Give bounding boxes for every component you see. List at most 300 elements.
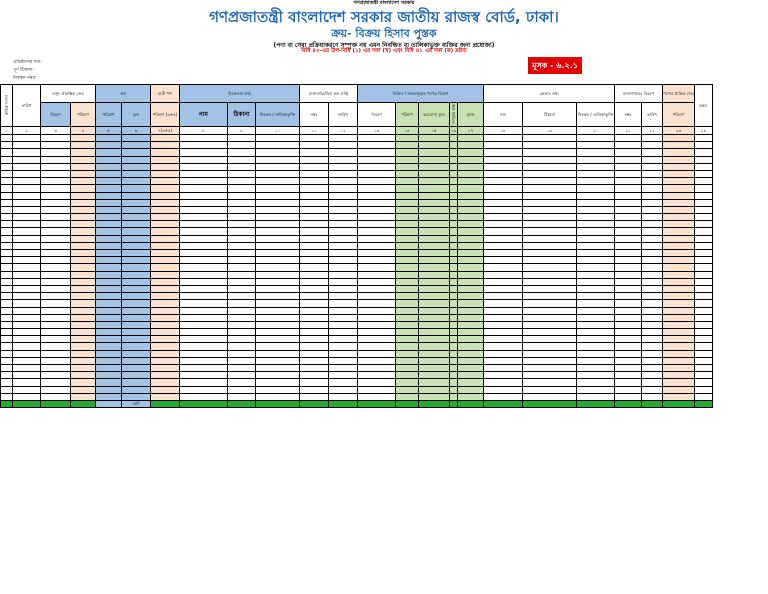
- ledger-cell[interactable]: [180, 221, 228, 228]
- ledger-cell[interactable]: [523, 221, 577, 228]
- ledger-cell[interactable]: [71, 271, 96, 278]
- ledger-cell[interactable]: [523, 242, 577, 249]
- ledger-cell[interactable]: [256, 228, 300, 235]
- ledger-cell[interactable]: [695, 379, 713, 386]
- ledger-cell[interactable]: [96, 163, 122, 170]
- ledger-cell[interactable]: [615, 170, 642, 177]
- ledger-cell[interactable]: [180, 393, 228, 400]
- ledger-cell[interactable]: [458, 314, 484, 321]
- ledger-cell[interactable]: [96, 235, 122, 242]
- ledger-cell[interactable]: [695, 278, 713, 285]
- ledger-cell[interactable]: [663, 257, 695, 264]
- ledger-cell[interactable]: [450, 321, 458, 328]
- ledger-cell[interactable]: [329, 257, 358, 264]
- ledger-cell[interactable]: [71, 329, 96, 336]
- ledger-cell[interactable]: [484, 393, 523, 400]
- ledger-cell[interactable]: [642, 228, 663, 235]
- ledger-cell[interactable]: [300, 271, 329, 278]
- ledger-cell[interactable]: [180, 235, 228, 242]
- ledger-cell[interactable]: [300, 386, 329, 393]
- ledger-cell[interactable]: [71, 199, 96, 206]
- ledger-cell[interactable]: [1, 257, 13, 264]
- ledger-cell[interactable]: [300, 185, 329, 192]
- ledger-cell[interactable]: [523, 170, 577, 177]
- ledger-cell[interactable]: [256, 214, 300, 221]
- ledger-cell[interactable]: [484, 285, 523, 292]
- ledger-cell[interactable]: [228, 214, 256, 221]
- ledger-cell[interactable]: [151, 336, 180, 343]
- ledger-cell[interactable]: [615, 372, 642, 379]
- ledger-cell[interactable]: [419, 271, 450, 278]
- ledger-cell[interactable]: [1, 206, 13, 213]
- ledger-cell[interactable]: [695, 178, 713, 185]
- ledger-cell[interactable]: [13, 293, 41, 300]
- ledger-cell[interactable]: [358, 329, 396, 336]
- ledger-cell[interactable]: [615, 228, 642, 235]
- ledger-cell[interactable]: [523, 350, 577, 357]
- ledger-cell[interactable]: [458, 343, 484, 350]
- ledger-cell[interactable]: [358, 386, 396, 393]
- ledger-cell[interactable]: [358, 357, 396, 364]
- ledger-cell[interactable]: [300, 372, 329, 379]
- ledger-cell[interactable]: [13, 199, 41, 206]
- ledger-cell[interactable]: [577, 379, 615, 386]
- ledger-cell[interactable]: [642, 257, 663, 264]
- ledger-cell[interactable]: [256, 135, 300, 142]
- ledger-cell[interactable]: [450, 206, 458, 213]
- ledger-cell[interactable]: [484, 163, 523, 170]
- ledger-cell[interactable]: [1, 185, 13, 192]
- ledger-cell[interactable]: [419, 235, 450, 242]
- ledger-cell[interactable]: [358, 185, 396, 192]
- ledger-cell[interactable]: [523, 329, 577, 336]
- ledger-cell[interactable]: [484, 365, 523, 372]
- ledger-cell[interactable]: [41, 329, 71, 336]
- ledger-cell[interactable]: [41, 142, 71, 149]
- ledger-cell[interactable]: [13, 149, 41, 156]
- ledger-cell[interactable]: [300, 357, 329, 364]
- ledger-cell[interactable]: [256, 393, 300, 400]
- ledger-cell[interactable]: [1, 293, 13, 300]
- ledger-cell[interactable]: [300, 206, 329, 213]
- ledger-cell[interactable]: [96, 257, 122, 264]
- ledger-cell[interactable]: [484, 343, 523, 350]
- ledger-cell[interactable]: [577, 365, 615, 372]
- ledger-cell[interactable]: [484, 142, 523, 149]
- ledger-cell[interactable]: [615, 221, 642, 228]
- ledger-cell[interactable]: [615, 163, 642, 170]
- ledger-cell[interactable]: [695, 135, 713, 142]
- ledger-cell[interactable]: [228, 242, 256, 249]
- ledger-cell[interactable]: [484, 228, 523, 235]
- ledger-cell[interactable]: [663, 271, 695, 278]
- ledger-cell[interactable]: [458, 357, 484, 364]
- ledger-cell[interactable]: [458, 142, 484, 149]
- ledger-cell[interactable]: [256, 343, 300, 350]
- ledger-cell[interactable]: [256, 257, 300, 264]
- ledger-cell[interactable]: [13, 142, 41, 149]
- ledger-cell[interactable]: [642, 285, 663, 292]
- ledger-cell[interactable]: [329, 379, 358, 386]
- ledger-cell[interactable]: [663, 314, 695, 321]
- ledger-cell[interactable]: [615, 307, 642, 314]
- ledger-cell[interactable]: [71, 379, 96, 386]
- ledger-cell[interactable]: [41, 350, 71, 357]
- ledger-cell[interactable]: [419, 199, 450, 206]
- ledger-cell[interactable]: [41, 264, 71, 271]
- ledger-cell[interactable]: [484, 357, 523, 364]
- ledger-cell[interactable]: [96, 192, 122, 199]
- ledger-cell[interactable]: [41, 386, 71, 393]
- ledger-cell[interactable]: [13, 170, 41, 177]
- ledger-cell[interactable]: [458, 278, 484, 285]
- ledger-cell[interactable]: [419, 221, 450, 228]
- ledger-cell[interactable]: [1, 285, 13, 292]
- ledger-cell[interactable]: [523, 199, 577, 206]
- ledger-cell[interactable]: [358, 228, 396, 235]
- ledger-cell[interactable]: [695, 192, 713, 199]
- ledger-cell[interactable]: [228, 235, 256, 242]
- ledger-cell[interactable]: [458, 271, 484, 278]
- ledger-cell[interactable]: [180, 192, 228, 199]
- ledger-cell[interactable]: [419, 214, 450, 221]
- ledger-cell[interactable]: [256, 386, 300, 393]
- ledger-cell[interactable]: [256, 372, 300, 379]
- ledger-cell[interactable]: [358, 285, 396, 292]
- ledger-cell[interactable]: [300, 142, 329, 149]
- ledger-cell[interactable]: [695, 393, 713, 400]
- ledger-cell[interactable]: [523, 185, 577, 192]
- ledger-cell[interactable]: [695, 214, 713, 221]
- ledger-cell[interactable]: [663, 135, 695, 142]
- ledger-cell[interactable]: [642, 365, 663, 372]
- ledger-cell[interactable]: [180, 214, 228, 221]
- ledger-cell[interactable]: [484, 321, 523, 328]
- ledger-cell[interactable]: [71, 163, 96, 170]
- ledger-cell[interactable]: [71, 242, 96, 249]
- ledger-cell[interactable]: [358, 142, 396, 149]
- ledger-cell[interactable]: [180, 343, 228, 350]
- ledger-cell[interactable]: [13, 365, 41, 372]
- ledger-cell[interactable]: [615, 242, 642, 249]
- ledger-cell[interactable]: [458, 206, 484, 213]
- ledger-cell[interactable]: [577, 357, 615, 364]
- ledger-cell[interactable]: [642, 336, 663, 343]
- ledger-cell[interactable]: [228, 336, 256, 343]
- ledger-cell[interactable]: [180, 228, 228, 235]
- ledger-cell[interactable]: [228, 314, 256, 321]
- ledger-cell[interactable]: [13, 185, 41, 192]
- ledger-cell[interactable]: [458, 149, 484, 156]
- ledger-cell[interactable]: [577, 228, 615, 235]
- ledger-cell[interactable]: [1, 156, 13, 163]
- ledger-cell[interactable]: [13, 156, 41, 163]
- ledger-cell[interactable]: [396, 357, 419, 364]
- ledger-cell[interactable]: [458, 156, 484, 163]
- ledger-cell[interactable]: [228, 192, 256, 199]
- ledger-cell[interactable]: [458, 228, 484, 235]
- ledger-cell[interactable]: [151, 163, 180, 170]
- ledger-cell[interactable]: [256, 271, 300, 278]
- ledger-cell[interactable]: [1, 214, 13, 221]
- ledger-cell[interactable]: [358, 235, 396, 242]
- ledger-cell[interactable]: [180, 149, 228, 156]
- ledger-cell[interactable]: [228, 357, 256, 364]
- ledger-cell[interactable]: [151, 156, 180, 163]
- ledger-cell[interactable]: [419, 357, 450, 364]
- ledger-cell[interactable]: [396, 214, 419, 221]
- ledger-cell[interactable]: [329, 343, 358, 350]
- ledger-cell[interactable]: [615, 149, 642, 156]
- ledger-cell[interactable]: [419, 278, 450, 285]
- ledger-cell[interactable]: [358, 199, 396, 206]
- ledger-cell[interactable]: [256, 235, 300, 242]
- ledger-cell[interactable]: [41, 214, 71, 221]
- ledger-cell[interactable]: [396, 192, 419, 199]
- ledger-cell[interactable]: [695, 386, 713, 393]
- ledger-cell[interactable]: [180, 163, 228, 170]
- ledger-cell[interactable]: [695, 343, 713, 350]
- ledger-cell[interactable]: [300, 170, 329, 177]
- ledger-cell[interactable]: [615, 300, 642, 307]
- ledger-cell[interactable]: [228, 149, 256, 156]
- ledger-cell[interactable]: [695, 329, 713, 336]
- ledger-cell[interactable]: [256, 170, 300, 177]
- ledger-cell[interactable]: [663, 142, 695, 149]
- ledger-cell[interactable]: [180, 170, 228, 177]
- ledger-cell[interactable]: [458, 257, 484, 264]
- ledger-cell[interactable]: [228, 393, 256, 400]
- ledger-cell[interactable]: [577, 307, 615, 314]
- ledger-cell[interactable]: [13, 192, 41, 199]
- ledger-cell[interactable]: [41, 393, 71, 400]
- ledger-cell[interactable]: [180, 142, 228, 149]
- ledger-cell[interactable]: [523, 393, 577, 400]
- ledger-cell[interactable]: [663, 156, 695, 163]
- ledger-cell[interactable]: [458, 250, 484, 257]
- ledger-cell[interactable]: [484, 192, 523, 199]
- ledger-cell[interactable]: [419, 379, 450, 386]
- ledger-cell[interactable]: [396, 321, 419, 328]
- ledger-cell[interactable]: [256, 300, 300, 307]
- ledger-cell[interactable]: [71, 278, 96, 285]
- ledger-cell[interactable]: [1, 199, 13, 206]
- ledger-cell[interactable]: [41, 170, 71, 177]
- ledger-cell[interactable]: [642, 170, 663, 177]
- ledger-cell[interactable]: [577, 163, 615, 170]
- ledger-cell[interactable]: [523, 278, 577, 285]
- ledger-cell[interactable]: [256, 329, 300, 336]
- ledger-cell[interactable]: [523, 321, 577, 328]
- ledger-cell[interactable]: [450, 386, 458, 393]
- ledger-cell[interactable]: [256, 142, 300, 149]
- ledger-cell[interactable]: [663, 393, 695, 400]
- ledger-cell[interactable]: [228, 142, 256, 149]
- ledger-cell[interactable]: [450, 185, 458, 192]
- ledger-cell[interactable]: [523, 214, 577, 221]
- ledger-cell[interactable]: [663, 350, 695, 357]
- ledger-cell[interactable]: [71, 350, 96, 357]
- ledger-cell[interactable]: [13, 206, 41, 213]
- ledger-cell[interactable]: [329, 221, 358, 228]
- ledger-cell[interactable]: [256, 278, 300, 285]
- ledger-cell[interactable]: [41, 357, 71, 364]
- ledger-cell[interactable]: [228, 163, 256, 170]
- ledger-cell[interactable]: [450, 214, 458, 221]
- ledger-cell[interactable]: [450, 293, 458, 300]
- ledger-cell[interactable]: [396, 149, 419, 156]
- ledger-cell[interactable]: [450, 178, 458, 185]
- ledger-cell[interactable]: [256, 365, 300, 372]
- ledger-cell[interactable]: [41, 278, 71, 285]
- ledger-cell[interactable]: [1, 393, 13, 400]
- ledger-cell[interactable]: [180, 199, 228, 206]
- ledger-cell[interactable]: [419, 321, 450, 328]
- ledger-cell[interactable]: [396, 278, 419, 285]
- ledger-cell[interactable]: [458, 386, 484, 393]
- ledger-cell[interactable]: [151, 250, 180, 257]
- ledger-cell[interactable]: [695, 257, 713, 264]
- ledger-cell[interactable]: [256, 242, 300, 249]
- ledger-cell[interactable]: [523, 343, 577, 350]
- ledger-cell[interactable]: [256, 357, 300, 364]
- ledger-cell[interactable]: [396, 199, 419, 206]
- ledger-cell[interactable]: [71, 214, 96, 221]
- ledger-cell[interactable]: [71, 386, 96, 393]
- ledger-cell[interactable]: [228, 264, 256, 271]
- ledger-cell[interactable]: [458, 372, 484, 379]
- ledger-cell[interactable]: [228, 250, 256, 257]
- ledger-cell[interactable]: [329, 372, 358, 379]
- ledger-cell[interactable]: [419, 185, 450, 192]
- ledger-cell[interactable]: [523, 264, 577, 271]
- ledger-cell[interactable]: [419, 178, 450, 185]
- ledger-cell[interactable]: [419, 393, 450, 400]
- ledger-cell[interactable]: [13, 221, 41, 228]
- ledger-cell[interactable]: [396, 372, 419, 379]
- ledger-cell[interactable]: [180, 278, 228, 285]
- ledger-cell[interactable]: [122, 293, 151, 300]
- ledger-cell[interactable]: [458, 365, 484, 372]
- ledger-cell[interactable]: [1, 365, 13, 372]
- ledger-cell[interactable]: [695, 321, 713, 328]
- ledger-cell[interactable]: [1, 357, 13, 364]
- ledger-cell[interactable]: [358, 250, 396, 257]
- ledger-cell[interactable]: [396, 250, 419, 257]
- ledger-cell[interactable]: [329, 149, 358, 156]
- ledger-cell[interactable]: [122, 307, 151, 314]
- ledger-cell[interactable]: [71, 156, 96, 163]
- ledger-cell[interactable]: [396, 135, 419, 142]
- ledger-cell[interactable]: [256, 350, 300, 357]
- ledger-cell[interactable]: [458, 379, 484, 386]
- ledger-cell[interactable]: [71, 285, 96, 292]
- ledger-cell[interactable]: [151, 307, 180, 314]
- ledger-cell[interactable]: [615, 214, 642, 221]
- ledger-cell[interactable]: [695, 156, 713, 163]
- ledger-cell[interactable]: [450, 235, 458, 242]
- ledger-cell[interactable]: [1, 372, 13, 379]
- ledger-cell[interactable]: [71, 178, 96, 185]
- ledger-cell[interactable]: [96, 393, 122, 400]
- ledger-cell[interactable]: [300, 307, 329, 314]
- ledger-cell[interactable]: [484, 170, 523, 177]
- ledger-cell[interactable]: [396, 235, 419, 242]
- ledger-cell[interactable]: [329, 393, 358, 400]
- ledger-cell[interactable]: [615, 156, 642, 163]
- ledger-cell[interactable]: [1, 250, 13, 257]
- ledger-cell[interactable]: [458, 321, 484, 328]
- ledger-cell[interactable]: [41, 365, 71, 372]
- ledger-cell[interactable]: [151, 393, 180, 400]
- ledger-cell[interactable]: [329, 214, 358, 221]
- ledger-cell[interactable]: [484, 386, 523, 393]
- ledger-cell[interactable]: [256, 178, 300, 185]
- ledger-cell[interactable]: [358, 343, 396, 350]
- ledger-cell[interactable]: [71, 300, 96, 307]
- ledger-cell[interactable]: [122, 365, 151, 372]
- ledger-cell[interactable]: [329, 250, 358, 257]
- ledger-cell[interactable]: [1, 386, 13, 393]
- ledger-cell[interactable]: [695, 307, 713, 314]
- ledger-cell[interactable]: [663, 235, 695, 242]
- ledger-cell[interactable]: [419, 163, 450, 170]
- ledger-cell[interactable]: [523, 365, 577, 372]
- ledger-cell[interactable]: [663, 149, 695, 156]
- ledger-cell[interactable]: [695, 314, 713, 321]
- ledger-cell[interactable]: [256, 285, 300, 292]
- ledger-cell[interactable]: [151, 278, 180, 285]
- ledger-cell[interactable]: [180, 379, 228, 386]
- ledger-cell[interactable]: [458, 300, 484, 307]
- ledger-cell[interactable]: [642, 278, 663, 285]
- ledger-cell[interactable]: [450, 350, 458, 357]
- ledger-cell[interactable]: [484, 314, 523, 321]
- ledger-cell[interactable]: [642, 156, 663, 163]
- ledger-cell[interactable]: [122, 357, 151, 364]
- ledger-cell[interactable]: [663, 321, 695, 328]
- ledger-cell[interactable]: [577, 185, 615, 192]
- ledger-cell[interactable]: [41, 185, 71, 192]
- ledger-cell[interactable]: [458, 185, 484, 192]
- ledger-cell[interactable]: [615, 192, 642, 199]
- ledger-cell[interactable]: [228, 307, 256, 314]
- ledger-cell[interactable]: [419, 314, 450, 321]
- ledger-cell[interactable]: [358, 321, 396, 328]
- ledger-cell[interactable]: [458, 264, 484, 271]
- ledger-cell[interactable]: [615, 264, 642, 271]
- ledger-cell[interactable]: [523, 192, 577, 199]
- ledger-cell[interactable]: [450, 379, 458, 386]
- ledger-cell[interactable]: [180, 264, 228, 271]
- ledger-cell[interactable]: [41, 250, 71, 257]
- ledger-cell[interactable]: [642, 242, 663, 249]
- ledger-cell[interactable]: [41, 199, 71, 206]
- ledger-cell[interactable]: [615, 393, 642, 400]
- ledger-cell[interactable]: [41, 149, 71, 156]
- ledger-cell[interactable]: [13, 257, 41, 264]
- ledger-cell[interactable]: [615, 293, 642, 300]
- ledger-cell[interactable]: [695, 336, 713, 343]
- ledger-cell[interactable]: [695, 199, 713, 206]
- ledger-cell[interactable]: [458, 199, 484, 206]
- ledger-cell[interactable]: [256, 321, 300, 328]
- ledger-cell[interactable]: [642, 314, 663, 321]
- ledger-cell[interactable]: [180, 250, 228, 257]
- ledger-cell[interactable]: [96, 228, 122, 235]
- ledger-cell[interactable]: [329, 185, 358, 192]
- ledger-cell[interactable]: [484, 372, 523, 379]
